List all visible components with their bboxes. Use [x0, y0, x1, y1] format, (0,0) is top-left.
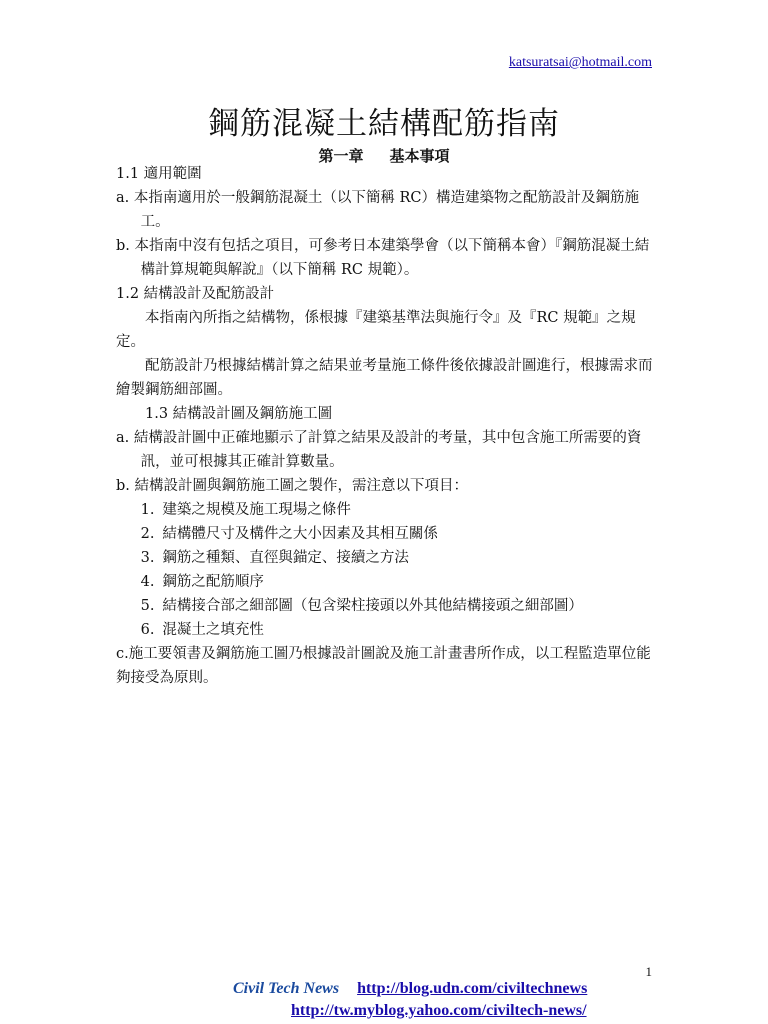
- list-item-number: 5.: [140, 598, 155, 614]
- list-item: [141, 570, 656, 594]
- section-1-3-item-b: b. 結構設計圖與鋼筋施工圖之製作，需注意以下項目：: [116, 478, 468, 494]
- considerations-list: [116, 498, 656, 642]
- section-1-3-item-c: c.施工要領書及鋼筋施工圖乃根據設計圖說及施工計畫書所作成，以工程監造單位能夠接受為原則。: [116, 646, 651, 686]
- section-1-1-item-a: a. 本指南適用於一般鋼筋混凝土（以下簡稱 RC）構造建築物之配筋設計及鋼筋施工。: [116, 190, 639, 230]
- list-item-text: 建築之規模及施工現場之條件: [162, 502, 351, 518]
- list-item-number: 3.: [140, 550, 155, 566]
- list-item: [141, 594, 656, 618]
- section-1-3-heading: 1.3 結構設計圖及鋼筋施工圖: [145, 406, 333, 422]
- author-email-link[interactable]: katsuratsai@hotmail.com: [508, 55, 652, 70]
- footer-yahoo-link[interactable]: http://tw.myblog.yahoo.com/civiltech-news/: [291, 1002, 587, 1019]
- list-item: [141, 546, 656, 570]
- footer-brand: Civil Tech News: [233, 980, 340, 997]
- list-item-number: 4.: [140, 574, 155, 590]
- list-item-number: 2.: [140, 526, 155, 542]
- list-item: [141, 618, 656, 642]
- section-1-1-item-b: b. 本指南中沒有包括之項目，可參考日本建築學會（以下簡稱本會）『鋼筋混凝土結構計算規範與解說』（以下簡稱 RC 規範）。: [116, 238, 650, 278]
- page-number: 1: [645, 964, 652, 979]
- section-1-2-heading: 1.2 結構設計及配筋設計: [116, 286, 275, 302]
- list-item-text: 混凝土之填充性: [162, 622, 264, 638]
- footer-line-1: [233, 980, 587, 998]
- section-1-3-item-a: a. 結構設計圖中正確地顯示了計算之結果及設計的考量，其中包含施工所需要的資訊，並可根據其正確計算數量。: [116, 430, 642, 470]
- section-1-1-heading: 1.1 適用範圍: [116, 166, 202, 182]
- list-item-text: 鋼筋之配筋順序: [162, 574, 264, 590]
- list-item-number: 6.: [140, 622, 155, 638]
- section-1-2-paragraph-2: 配筋設計乃根據結構計算之結果並考量施工條件後依據設計圖進行，根據需求而繪製鋼筋細部圖。: [116, 358, 653, 398]
- list-item-text: 結構接合部之細部圖（包含梁柱接頭以外其他結構接頭之細部圖）: [162, 598, 583, 614]
- list-item-text: 結構體尺寸及構件之大小因素及其相互關係: [162, 526, 438, 542]
- list-item: [141, 498, 656, 522]
- document-title: 鋼筋混凝土結構配筋指南: [208, 106, 560, 142]
- chapter-number: 第一章: [318, 147, 364, 165]
- list-item: [141, 522, 656, 546]
- section-1-2-paragraph-1: 本指南內所指之結構物，係根據『建築基準法與施行令』及『RC 規範』之規定。: [116, 310, 636, 350]
- chapter-name: 基本事項: [389, 147, 450, 165]
- footer-blog-link[interactable]: http://blog.udn.com/civiltechnews: [357, 980, 588, 997]
- list-item-number: 1.: [140, 502, 155, 518]
- document-body: [116, 162, 656, 690]
- list-item-text: 鋼筋之種類、直徑與錨定、接續之方法: [162, 550, 409, 566]
